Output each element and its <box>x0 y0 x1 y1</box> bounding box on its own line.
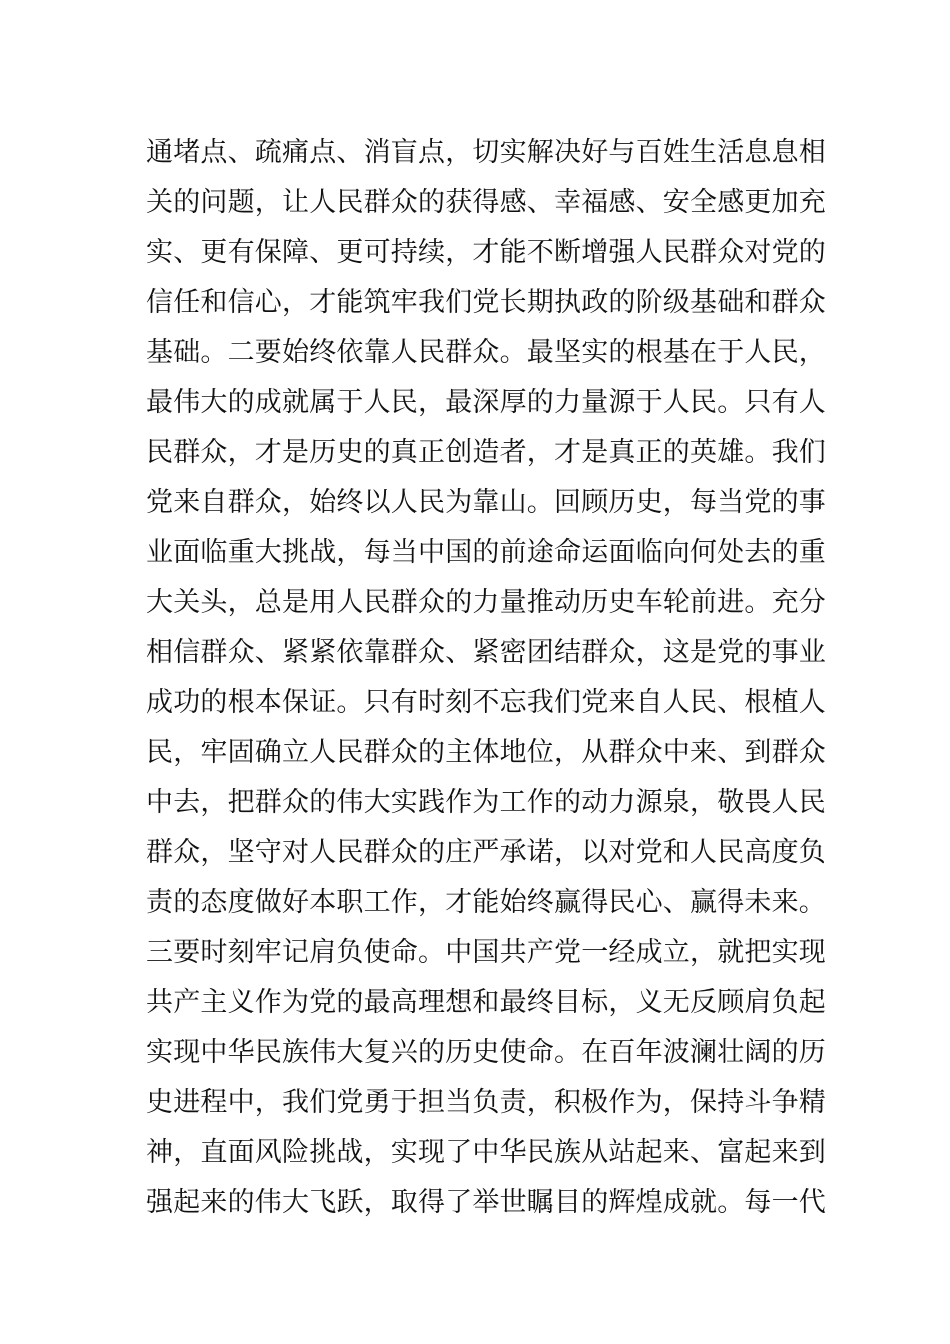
text-line: 强起来的伟大飞跃，取得了举世瞩目的辉煌成就。每一代 <box>146 1187 826 1218</box>
text-line: 民群众，才是历史的真正创造者，才是真正的英雄。我们 <box>146 437 826 468</box>
text-line: 实、更有保障、更可持续，才能不断增强人民群众对党的 <box>146 237 826 268</box>
text-line: 大关头，总是用人民群众的力量推动历史车轮前进。充分 <box>146 587 826 618</box>
text-line: 信任和信心，才能筑牢我们党长期执政的阶级基础和群众 <box>146 287 826 318</box>
text-line: 基础。二要始终依靠人民群众。最坚实的根基在于人民， <box>146 337 826 368</box>
text-line: 通堵点、疏痛点、消盲点，切实解决好与百姓生活息息相 <box>146 137 826 168</box>
text-line: 中去，把群众的伟大实践作为工作的动力源泉，敬畏人民 <box>146 787 826 818</box>
text-line: 业面临重大挑战，每当中国的前途命运面临向何处去的重 <box>146 537 826 568</box>
text-line: 责的态度做好本职工作，才能始终赢得民心、赢得未来。 <box>146 887 826 918</box>
text-line: 三要时刻牢记肩负使命。中国共产党一经成立，就把实现 <box>146 937 826 968</box>
text-line: 实现中华民族伟大复兴的历史使命。在百年波澜壮阔的历 <box>146 1037 826 1068</box>
text-line: 成功的根本保证。只有时刻不忘我们党来自人民、根植人 <box>146 687 826 718</box>
text-line: 民，牢固确立人民群众的主体地位，从群众中来、到群众 <box>146 737 826 768</box>
body-text <box>146 128 826 1228</box>
text-line: 史进程中，我们党勇于担当负责，积极作为，保持斗争精 <box>146 1087 826 1118</box>
text-line: 神，直面风险挑战，实现了中华民族从站起来、富起来到 <box>146 1137 826 1168</box>
text-line: 关的问题，让人民群众的获得感、幸福感、安全感更加充 <box>146 187 826 218</box>
text-line: 党来自群众，始终以人民为靠山。回顾历史，每当党的事 <box>146 487 826 518</box>
text-line: 群众，坚守对人民群众的庄严承诺，以对党和人民高度负 <box>146 837 826 868</box>
text-line: 最伟大的成就属于人民，最深厚的力量源于人民。只有人 <box>146 387 826 418</box>
text-line: 相信群众、紧紧依靠群众、紧密团结群众，这是党的事业 <box>146 637 826 668</box>
text-line: 共产主义作为党的最高理想和最终目标，义无反顾肩负起 <box>146 987 826 1018</box>
